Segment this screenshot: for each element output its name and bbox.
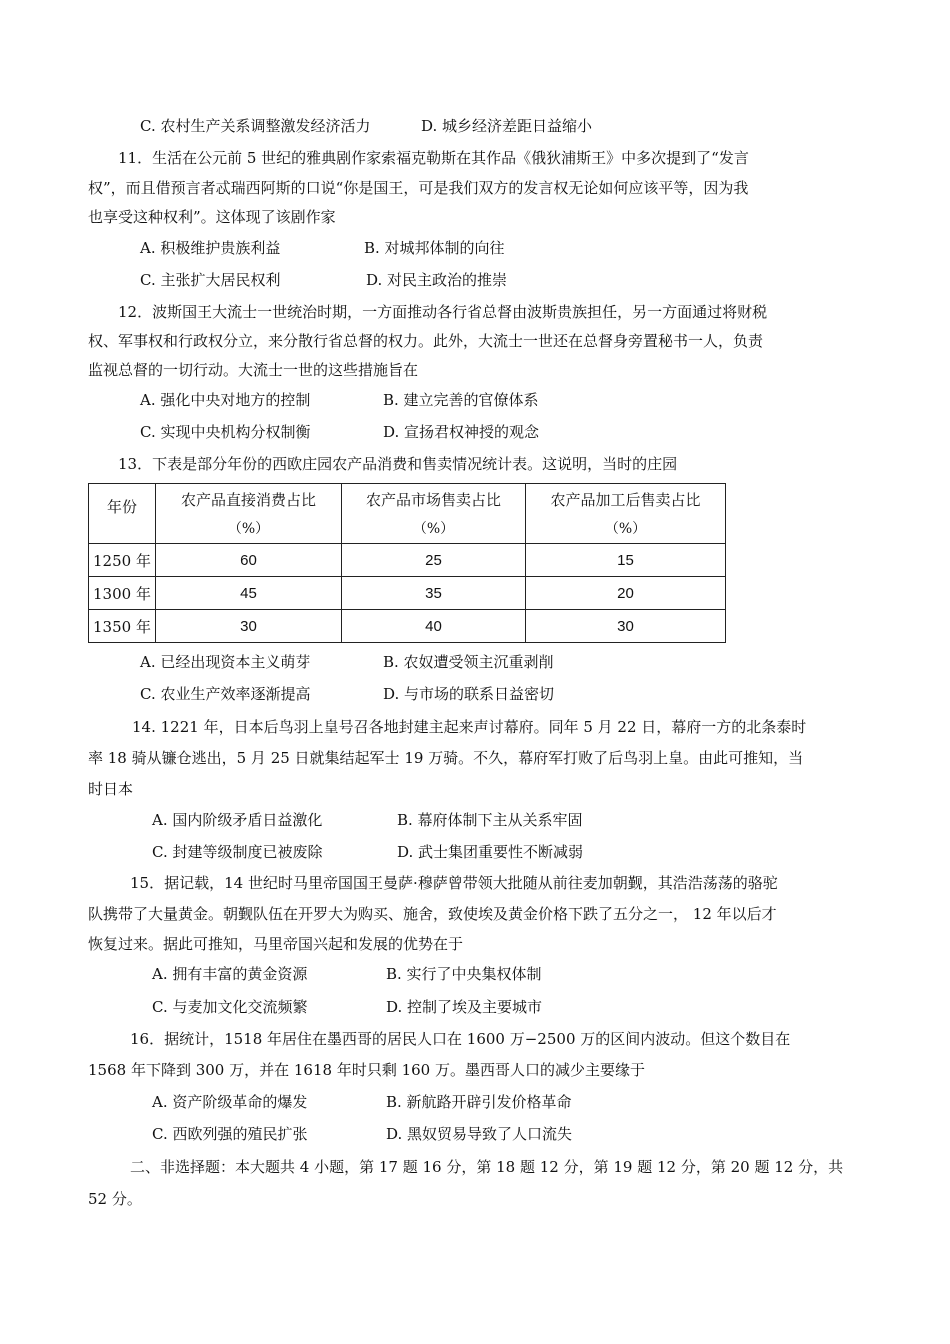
q14-stem-line2: 率 18 骑从镰仓逃出，5 月 25 日就集结起军士 19 万骑。不久，幕府军打败了后鸟羽上皇。由此可推知，当 bbox=[88, 749, 804, 767]
q15-stem-line1: 15．据记载，14 世纪时马里帝国国王曼萨·穆萨曾带领大批随从前往麦加朝觐，其浩浩荡荡的骆驼 bbox=[130, 874, 778, 892]
q14-stem-line1: 14. 1221 年，日本后鸟羽上皇号召各地封建主起来声讨幕府。同年 5 月 22 日，幕府一方的北条泰时 bbox=[132, 718, 807, 736]
q14-option-c: C. 封建等级制度已被废除 bbox=[152, 843, 323, 861]
q11-option-a: A. 积极维护贵族利益 bbox=[140, 239, 281, 257]
q11-stem-line2: 权”，而且借预言者忒瑞西阿斯的口说“你是国王，可是我们双方的发言权无论如何应该平等，因为我 bbox=[88, 179, 749, 197]
q12-option-a: A. 强化中央对地方的控制 bbox=[140, 391, 311, 409]
cell-direct-consumption: 30 bbox=[156, 610, 342, 643]
q16-option-c: C. 西欧列强的殖民扩张 bbox=[152, 1125, 308, 1143]
cell-year: 1350 年 bbox=[89, 610, 156, 643]
q16-option-d: D. 黑奴贸易导致了人口流失 bbox=[386, 1125, 573, 1143]
q16-stem-line2: 1568 年下降到 300 万，并在 1618 年时只剩 160 万。墨西哥人口的减少主要缘于 bbox=[88, 1061, 645, 1079]
q11-stem-line1: 11．生活在公元前 5 世纪的雅典剧作家索福克勒斯在其作品《俄狄浦斯王》中多次提到了“发言 bbox=[118, 149, 749, 167]
q14-option-d: D. 武士集团重要性不断减弱 bbox=[397, 843, 584, 861]
table-row bbox=[89, 577, 726, 610]
q14-option-b: B. 幕府体制下主从关系牢固 bbox=[397, 811, 583, 829]
q16-stem-line1: 16．据统计，1518 年居住在墨西哥的居民人口在 1600 万−2500 万的区间内波动。但这个数目在 bbox=[130, 1030, 791, 1048]
q11-option-d: D. 对民主政治的推崇 bbox=[366, 271, 508, 289]
q13-statistics-table bbox=[88, 483, 726, 643]
header-unit: （%） bbox=[604, 521, 647, 537]
q11-option-b: B. 对城邦体制的向往 bbox=[364, 239, 505, 257]
cell-market-sale: 35 bbox=[342, 577, 526, 610]
q14-option-a: A. 国内阶级矛盾日益激化 bbox=[152, 811, 323, 829]
q16-option-b: B. 新航路开辟引发价格革命 bbox=[386, 1093, 572, 1111]
header-unit: （%） bbox=[412, 521, 455, 537]
header-direct-consumption-label: 农产品直接消费占比 bbox=[180, 491, 316, 509]
q11-stem-line3: 也享受这种权利”。这体现了该剧作家 bbox=[88, 208, 336, 226]
q15-option-a: A. 拥有丰富的黄金资源 bbox=[152, 965, 308, 983]
q12-stem-line2: 权、军事权和行政权分立，来分散行省总督的权力。此外，大流士一世还在总督身旁置秘书一人，负责 bbox=[88, 332, 764, 350]
q13-option-d: D. 与市场的联系日益密切 bbox=[383, 685, 555, 703]
q13-option-a: A. 已经出现资本主义萌芽 bbox=[140, 653, 311, 671]
q16-option-a: A. 资产阶级革命的爆发 bbox=[152, 1093, 308, 1111]
header-market-sale-label: 农产品市场售卖占比 bbox=[365, 491, 501, 509]
q15-option-d: D. 控制了埃及主要城市 bbox=[386, 998, 543, 1016]
header-year bbox=[89, 484, 156, 544]
cell-market-sale: 40 bbox=[342, 610, 526, 643]
q12-stem-line1: 12．波斯国王大流士一世统治时期，一方面推动各行省总督由波斯贵族担任，另一方面通过将财税 bbox=[118, 303, 768, 321]
cell-market-sale: 25 bbox=[342, 544, 526, 577]
q12-option-c: C. 实现中央机构分权制衡 bbox=[140, 423, 311, 441]
header-market-sale bbox=[342, 484, 526, 544]
header-direct-consumption bbox=[156, 484, 342, 544]
q10-option-c: C. 农村生产关系调整激发经济活力 bbox=[140, 117, 371, 135]
q15-stem-line3: 恢复过来。据此可推知，马里帝国兴起和发展的优势在于 bbox=[88, 935, 464, 953]
header-unit: （%） bbox=[227, 521, 270, 537]
cell-processed-sale: 30 bbox=[526, 610, 726, 643]
cell-year: 1250 年 bbox=[89, 544, 156, 577]
header-processed-sale-label: 农产品加工后售卖占比 bbox=[550, 491, 701, 509]
cell-direct-consumption: 60 bbox=[156, 544, 342, 577]
q12-stem-line3: 监视总督的一切行动。大流士一世的这些措施旨在 bbox=[88, 361, 419, 379]
q12-option-b: B. 建立完善的官僚体系 bbox=[383, 391, 539, 409]
q15-option-c: C. 与麦加文化交流频繁 bbox=[152, 998, 308, 1016]
q15-stem-line2: 队携带了大量黄金。朝觐队伍在开罗大为购买、施舍，致使埃及黄金价格下跌了五分之一， 12 年以后才 bbox=[88, 905, 777, 923]
q13-option-b: B. 农奴遭受领主沉重剥削 bbox=[383, 653, 554, 671]
table-row bbox=[89, 544, 726, 577]
table-row bbox=[89, 610, 726, 643]
header-year-label: 年份 bbox=[106, 498, 137, 516]
table-header-row bbox=[89, 484, 726, 544]
cell-processed-sale: 20 bbox=[526, 577, 726, 610]
q11-option-c: C. 主张扩大居民权利 bbox=[140, 271, 281, 289]
cell-direct-consumption: 45 bbox=[156, 577, 342, 610]
q12-option-d: D. 宣扬君权神授的观念 bbox=[383, 423, 540, 441]
q15-option-b: B. 实行了中央集权体制 bbox=[386, 965, 542, 983]
cell-year: 1300 年 bbox=[89, 577, 156, 610]
header-processed-sale bbox=[526, 484, 726, 544]
q10-option-d: D. 城乡经济差距日益缩小 bbox=[421, 117, 593, 135]
q13-stem-line1: 13．下表是部分年份的西欧庄园农产品消费和售卖情况统计表。这说明，当时的庄园 bbox=[118, 455, 678, 473]
section2-heading-line2: 52 分。 bbox=[88, 1190, 142, 1208]
section2-heading-line1: 二、非选择题：本大题共 4 小题，第 17 题 16 分，第 18 题 12 分，第 19 题 12 分，第 20 题 12 分，共 bbox=[130, 1158, 844, 1176]
cell-processed-sale: 15 bbox=[526, 544, 726, 577]
q14-stem-line3: 时日本 bbox=[88, 780, 134, 798]
q13-option-c: C. 农业生产效率逐渐提高 bbox=[140, 685, 311, 703]
